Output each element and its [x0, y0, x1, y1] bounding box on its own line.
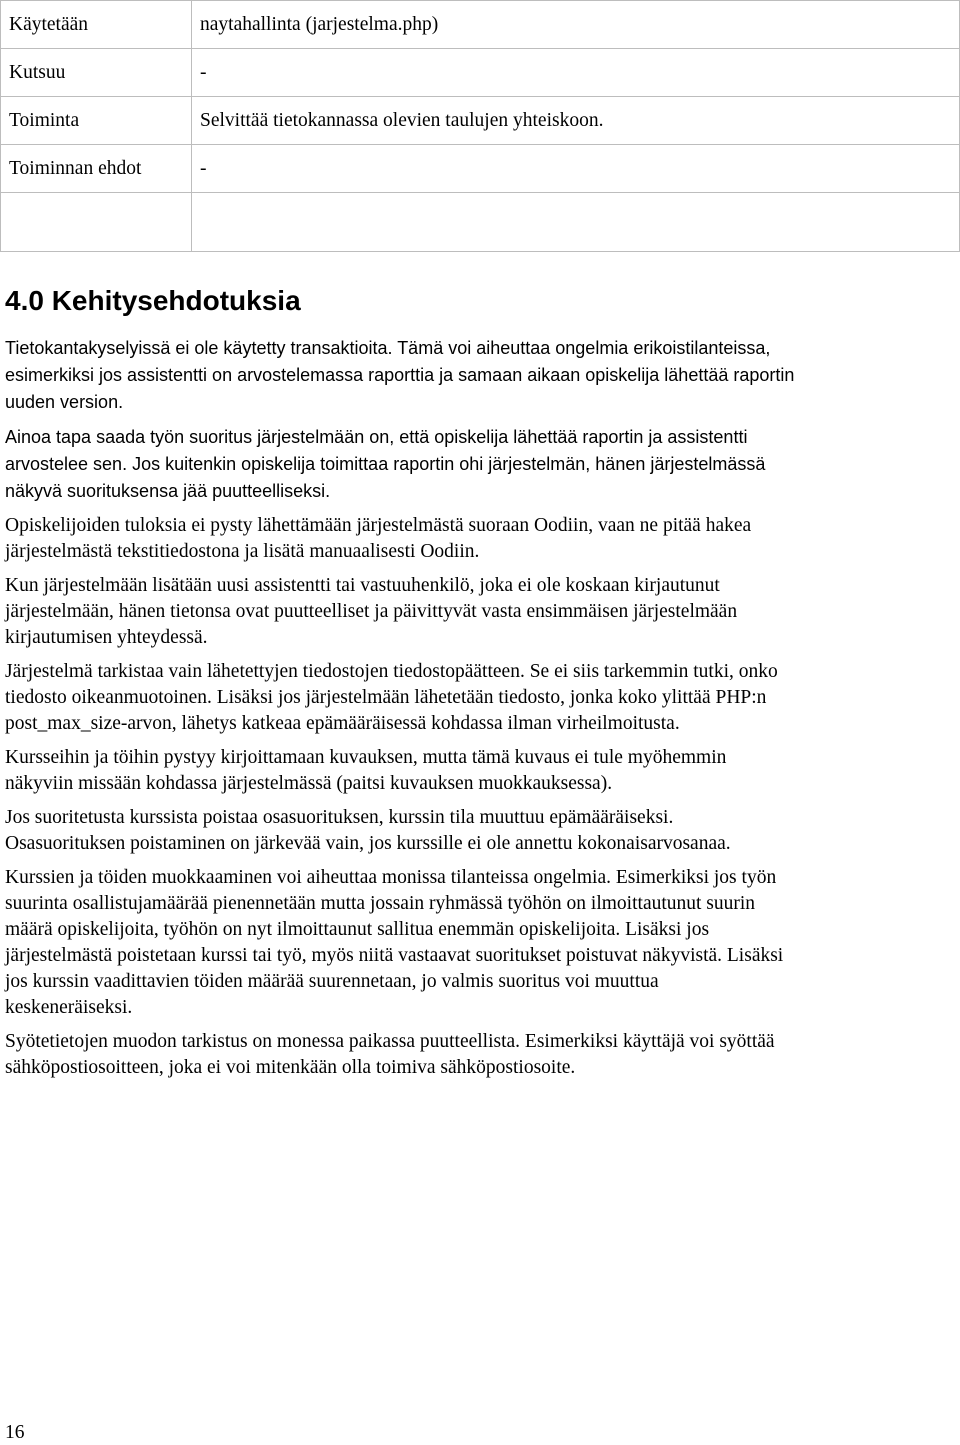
paragraph: [5, 805, 950, 857]
paragraph-text: Järjestelmä tarkistaa vain lähetettyjen tiedostojen tiedostopäätteen. Se ei siis tarkemmin tutki, onko tiedosto oikeanmuotoinen. Lisäksi jos järjestelmään lähetetään tiedosto, jonka koko ylittää PHP:n post_max_size-arvon, lähetys katkeaa epämääräisessä kohdassa ilman virheilmoitusta.: [5, 661, 778, 734]
paragraph: [5, 335, 950, 416]
paragraph: [5, 659, 950, 737]
table-row-empty: [1, 193, 960, 252]
row-value: -: [192, 145, 960, 193]
row-label: Toiminta: [1, 97, 192, 145]
table-row: [1, 49, 960, 97]
paragraph-text: Tämä voi aiheuttaa ongelmia erikoistilanteissa, esimerkiksi jos assistentti on arvostelemassa raporttia ja samaan aikaan opiskelija lähettää raportin uuden version.: [5, 338, 795, 412]
paragraph-text: Tietokantakyselyissä ei ole käytetty transaktioita.: [5, 338, 398, 358]
paragraph: [5, 745, 950, 797]
row-label: Käytetään: [1, 1, 192, 49]
table-row: [1, 145, 960, 193]
usecase-table: [0, 0, 960, 252]
paragraph-text: Opiskelijoiden tuloksia ei pysty lähettämään järjestelmästä suoraan Oodiin, vaan ne pitää hakea järjestelmästä tekstitiedostona ja lisätä manuaalisesti Oodiin.: [5, 515, 752, 562]
paragraph-text: Syötetietojen muodon tarkistus on monessa paikassa puutteellista. Esimerkiksi käyttäjä voi syöttää sähköpostiosoitteen, joka ei voi mitenkään olla toimiva sähköpostiosoite.: [5, 1031, 775, 1078]
paragraph-text: Kurssien ja töiden muokkaaminen voi aiheuttaa monissa tilanteissa ongelmia. Esimerkiksi jos työn suurinta osallistujamäärää pienennetään mutta jossain ryhmässä työhön on ilmoittautunut suurin määrä opiskelijoita, työhön on nyt ilmoittaunut sallitua enemmän opiskelijoita. Lisäksi jos järjestelmästä poistetaan kurssi tai työ, myös niitä vastaavat suoritukset poistuvat näkyvistä. Lisäksi jos kurssin vaadittavien töiden määrää suurennetaan, jo valmis suoritus voi muuttua keskeneräiseksi.: [5, 867, 784, 1018]
row-value-empty: [192, 193, 960, 252]
table-row: [1, 97, 960, 145]
row-value: naytahallinta (jarjestelma.php): [192, 1, 960, 49]
row-value: -: [192, 49, 960, 97]
paragraph: [5, 1029, 950, 1081]
paragraph: [5, 513, 950, 565]
section-body: [5, 335, 950, 1081]
paragraph-text: Kun järjestelmään lisätään uusi assistentti tai vastuuhenkilö, joka ei ole koskaan kirjautunut järjestelmään, hänen tietonsa ovat puutteelliset ja päivittyvät vasta ensimmäisen järjestelmään kirjautumisen yhteydessä.: [5, 575, 738, 648]
section-heading: 4.0 Kehitysehdotuksia: [5, 285, 301, 316]
row-label: Toiminnan ehdot: [1, 145, 192, 193]
page-number: 16: [5, 1422, 25, 1443]
row-value: Selvittää tietokannassa olevien taulujen yhteiskoon.: [192, 97, 960, 145]
paragraph-text: Ainoa tapa saada työn suoritus järjestelmään on, että opiskelija lähettää raportin ja assistentti arvostelee sen.: [5, 427, 748, 474]
table-row: [1, 1, 960, 49]
paragraph-text: Jos suoritetusta kurssista poistaa osasuorituksen, kurssin tila muuttuu epämääräiseksi. Osasuorituksen poistaminen on järkevää vain, jos kurssille ei ole annettu kokonaisarvosanaa.: [5, 807, 731, 854]
paragraph: [5, 865, 950, 1021]
row-label: Kutsuu: [1, 49, 192, 97]
paragraph-text: Jos kuitenkin opiskelija toimittaa raportin ohi järjestelmän, hänen järjestelmässä näkyvä suorituksensa jää puutteelliseksi.: [5, 454, 766, 501]
paragraph: [5, 424, 950, 505]
row-label-empty: [1, 193, 192, 252]
paragraph-text: Kursseihin ja töihin pystyy kirjoittamaan kuvauksen, mutta tämä kuvaus ei tule myöhemmin näkyviin missään kohdassa järjestelmässä (paitsi kuvauksen muokkauksessa).: [5, 747, 727, 794]
paragraph: [5, 573, 950, 651]
